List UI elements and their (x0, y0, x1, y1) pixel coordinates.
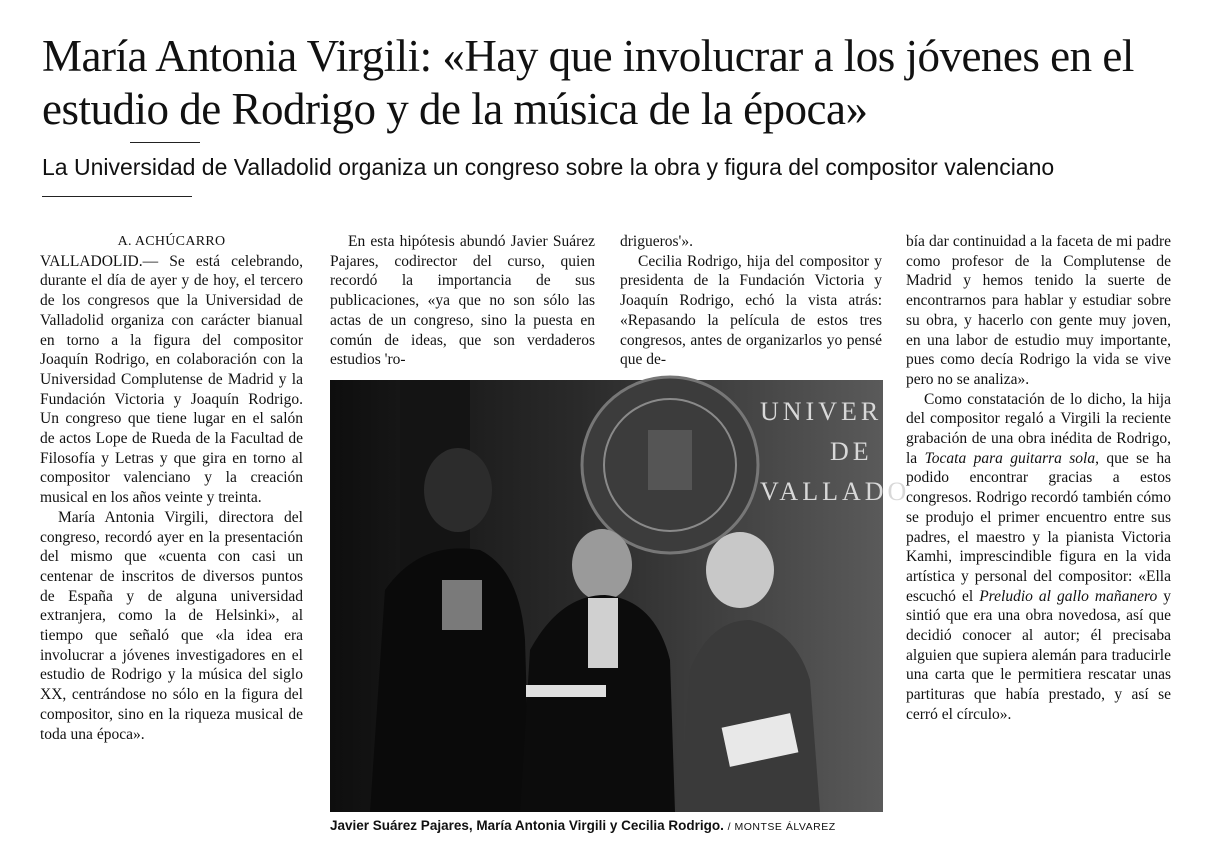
column-2 (330, 232, 595, 370)
headline: María Antonia Virgili: «Hay que involucrar a los jóvenes en el estudio de Rodrigo y de la música de la época» (42, 31, 1134, 134)
paragraph: En esta hipótesis abundó Javier Suárez Pajares, codirector del curso, quien recordó la importancia de sus publicaciones, «ya que no son sólo las actas de un congreso, sino la puesta en común de ideas, que son verdaderos estudios 'ro- (330, 233, 595, 369)
photo-credit: / MONTSE ÁLVAREZ (727, 821, 836, 833)
subhead: La Universidad de Valladolid organiza un congreso sobre la obra y figura del compositor valenciano (42, 154, 1055, 180)
wall-letters-line-1: UNIVER (760, 397, 883, 426)
subhead-rule (42, 196, 192, 197)
news-photo (330, 380, 911, 812)
wall-letters-line-2: DE (830, 437, 873, 466)
byline: A. ACHÚCARRO (117, 234, 226, 249)
column-3 (620, 232, 882, 370)
photo-caption (330, 818, 890, 833)
paragraph: María Antonia Virgili, directora del congreso, recordó ayer en la presentación del mismo que «cuenta con casi un centenar de inscritos de diversos puntos de España y de alguna universidad extranjera, como la de Helsinki», al tiempo que señaló que «la idea era involucrar a jóvenes investigadores en el estudio de Rodrigo y la música del siglo XX, centrándose no sólo en la figura del compositor, sino en la riqueza musical de toda una época». (40, 508, 303, 743)
photo-illustration (330, 380, 911, 812)
paragraph: Como constatación de lo dicho, la hija del compositor regaló a Virgili la reciente grabación de una obra inédita de Rodrigo, la Tocata para guitarra sola, que se ha podido encontrar gracias a estos congresos. Rodrigo recordó también cómo se produjo el primer encuentro entre sus padres, el maestro y la pianista Victoria Kamhi, imprescindible figura en la vida artística y personal del compositor: «Ella escuchó el Preludio al gallo mañanero y sintió que era una obra novedosa, así que decidió conocer al autor; él precisaba alguien que supiera alemán para traducirle una carta que le permitiera rescatar unas partituras que había prestado, y así se cerró el círculo». (906, 390, 1172, 723)
column-1 (40, 232, 303, 744)
caption-text: Javier Suárez Pajares, María Antonia Virgili y Cecilia Rodrigo. (330, 818, 724, 833)
paragraph: bía dar continuidad a la faceta de mi padre como profesor de la Complutense de Madrid y hemos tenido la suerte de encontrarnos para hablar y estudiar sobre su obra, y hacerlo con gente muy joven, en una labor de estudio muy importante, pues como decía Rodrigo la vida se vive pero no se analiza». (906, 233, 1171, 388)
paragraph: VALLADOLID.— Se está celebrando, durante el día de ayer y de hoy, el tercero de los congresos que la Universidad de Valladolid organiza con carácter bianual en torno a la figura del compositor Joaquín Rodrigo, en colaboración con la Universidad Complutense de Madrid y la Fundación Victoria y Joaquín Rodrigo. Un congreso que tiene lugar en el salón de actos Lope de Rueda de la Facultad de Filosofía y Letras y que gira en torno al compositor valenciano y la creación musical en los años veinte y treinta. (40, 252, 303, 507)
column-4 (906, 232, 1171, 725)
wall-letters-line-3: VALLADO (760, 477, 911, 506)
paragraph: Cecilia Rodrigo, hija del compositor y presidenta de la Fundación Victoria y Joaquín Rodrigo, echó la vista atrás: «Repasando la película de estos tres congresos, antes de organizarlos yo pensé que de- (620, 252, 882, 369)
headline-rule (130, 142, 200, 143)
paragraph: drigueros'». (620, 233, 693, 250)
